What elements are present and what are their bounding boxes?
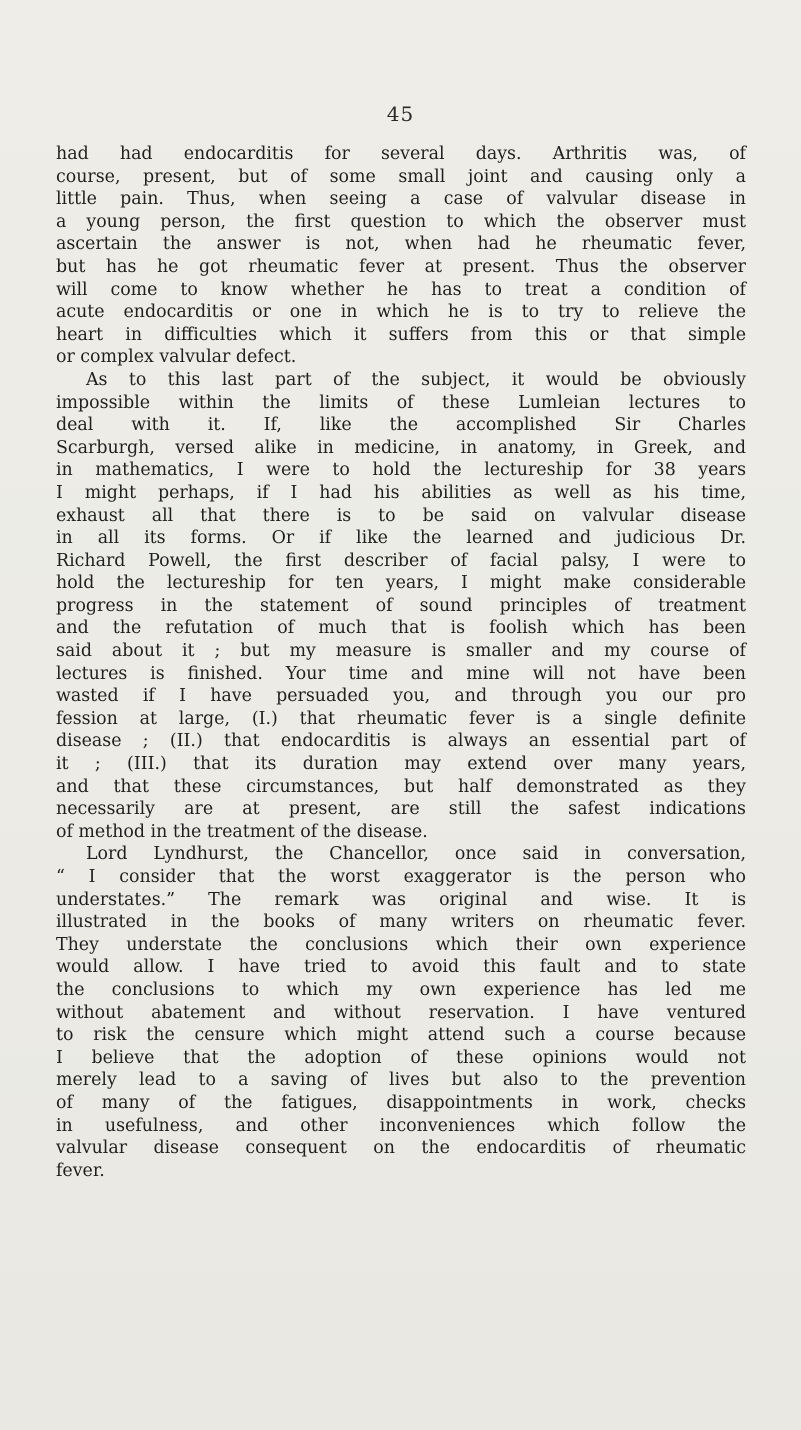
text-line: merely lead to a saving of lives but also to the prevention xyxy=(56,1070,746,1091)
text-line: and that these circumstances, but half demonstrated as they xyxy=(56,776,746,797)
text-line: They understate the conclusions which their own experience xyxy=(56,934,746,955)
body-text xyxy=(56,143,746,1182)
text-line: the conclusions to which my own experience has led me xyxy=(56,979,746,1000)
text-line: a young person, the first question to which the observer must xyxy=(56,211,746,232)
text-line: will come to know whether he has to treat a condition of xyxy=(56,279,746,300)
text-line: in all its forms. Or if like the learned and judicious Dr. xyxy=(56,528,746,549)
text-line: illustrated in the books of many writers on rheumatic fever. xyxy=(56,912,746,933)
text-line: valvular disease consequent on the endocarditis of rheumatic xyxy=(56,1138,746,1159)
text-line: would allow. I have tried to avoid this fault and to state xyxy=(56,957,746,978)
text-line: of method in the treatment of the disease. xyxy=(56,821,428,842)
text-line: in usefulness, and other inconveniences which follow the xyxy=(56,1115,746,1136)
text-line: but has he got rheumatic fever at present. Thus the observer xyxy=(56,256,746,277)
text-line: progress in the statement of sound principles of treatment xyxy=(56,595,746,616)
text-line: Scarburgh, versed alike in medicine, in anatomy, in Greek, and xyxy=(56,437,746,458)
text-line: little pain. Thus, when seeing a case of valvular disease in xyxy=(56,189,746,210)
text-line: in mathematics, I were to hold the lectureship for 38 years xyxy=(56,460,746,481)
text-line: necessarily are at present, are still the safest indications xyxy=(56,799,746,820)
text-line: acute endocarditis or one in which he is to try to relieve the xyxy=(56,302,746,323)
text-line: ascertain the answer is not, when had he rheumatic fever, xyxy=(56,234,746,255)
text-line: it ; (III.) that its duration may extend over many years, xyxy=(56,754,746,775)
text-line: I might perhaps, if I had his abilities as well as his time, xyxy=(56,482,746,503)
text-line: heart in difficulties which it suffers from this or that simple xyxy=(56,324,746,345)
text-line: exhaust all that there is to be said on valvular disease xyxy=(56,505,746,526)
text-line: impossible within the limits of these Lumleian lectures to xyxy=(56,392,746,413)
text-line: Lord Lyndhurst, the Chancellor, once said in conversation, xyxy=(86,844,746,865)
text-line: said about it ; but my measure is smaller and my course of xyxy=(56,641,746,662)
page-number: 45 xyxy=(386,102,415,126)
text-line: without abatement and without reservation. I have ventured xyxy=(56,1002,746,1023)
text-line: disease ; (II.) that endocarditis is always an essential part of xyxy=(56,731,746,752)
text-line: fession at large, (I.) that rheumatic fever is a single definite xyxy=(56,708,746,729)
text-line: of many of the fatigues, disappointments in work, checks xyxy=(56,1092,746,1113)
text-line: or complex valvular defect. xyxy=(56,347,297,368)
text-line: “ I consider that the worst exaggerator is the person who xyxy=(56,867,746,887)
text-line: I believe that the adoption of these opinions would not xyxy=(56,1047,746,1068)
text-line: hold the lectureship for ten years, I might make considerable xyxy=(56,573,746,594)
text-line: understates.” The remark was original and wise. It is xyxy=(56,889,746,910)
text-line: course, present, but of some small joint and causing only a xyxy=(56,166,746,187)
text-line: to risk the censure which might attend such a course because xyxy=(56,1025,746,1046)
text-line: fever. xyxy=(56,1160,105,1181)
text-line: lectures is finished. Your time and mine will not have been xyxy=(56,663,746,684)
text-line: deal with it. If, like the accomplished Sir Charles xyxy=(56,415,746,436)
text-line: Richard Powell, the first describer of facial palsy, I were to xyxy=(56,550,746,571)
text-line: wasted if I have persuaded you, and through you our pro xyxy=(56,686,746,707)
text-line: had had endocarditis for several days. Arthritis was, of xyxy=(56,144,746,164)
text-line: and the refutation of much that is foolish which has been xyxy=(56,618,746,639)
text-line: As to this last part of the subject, it would be obviously xyxy=(86,369,746,390)
